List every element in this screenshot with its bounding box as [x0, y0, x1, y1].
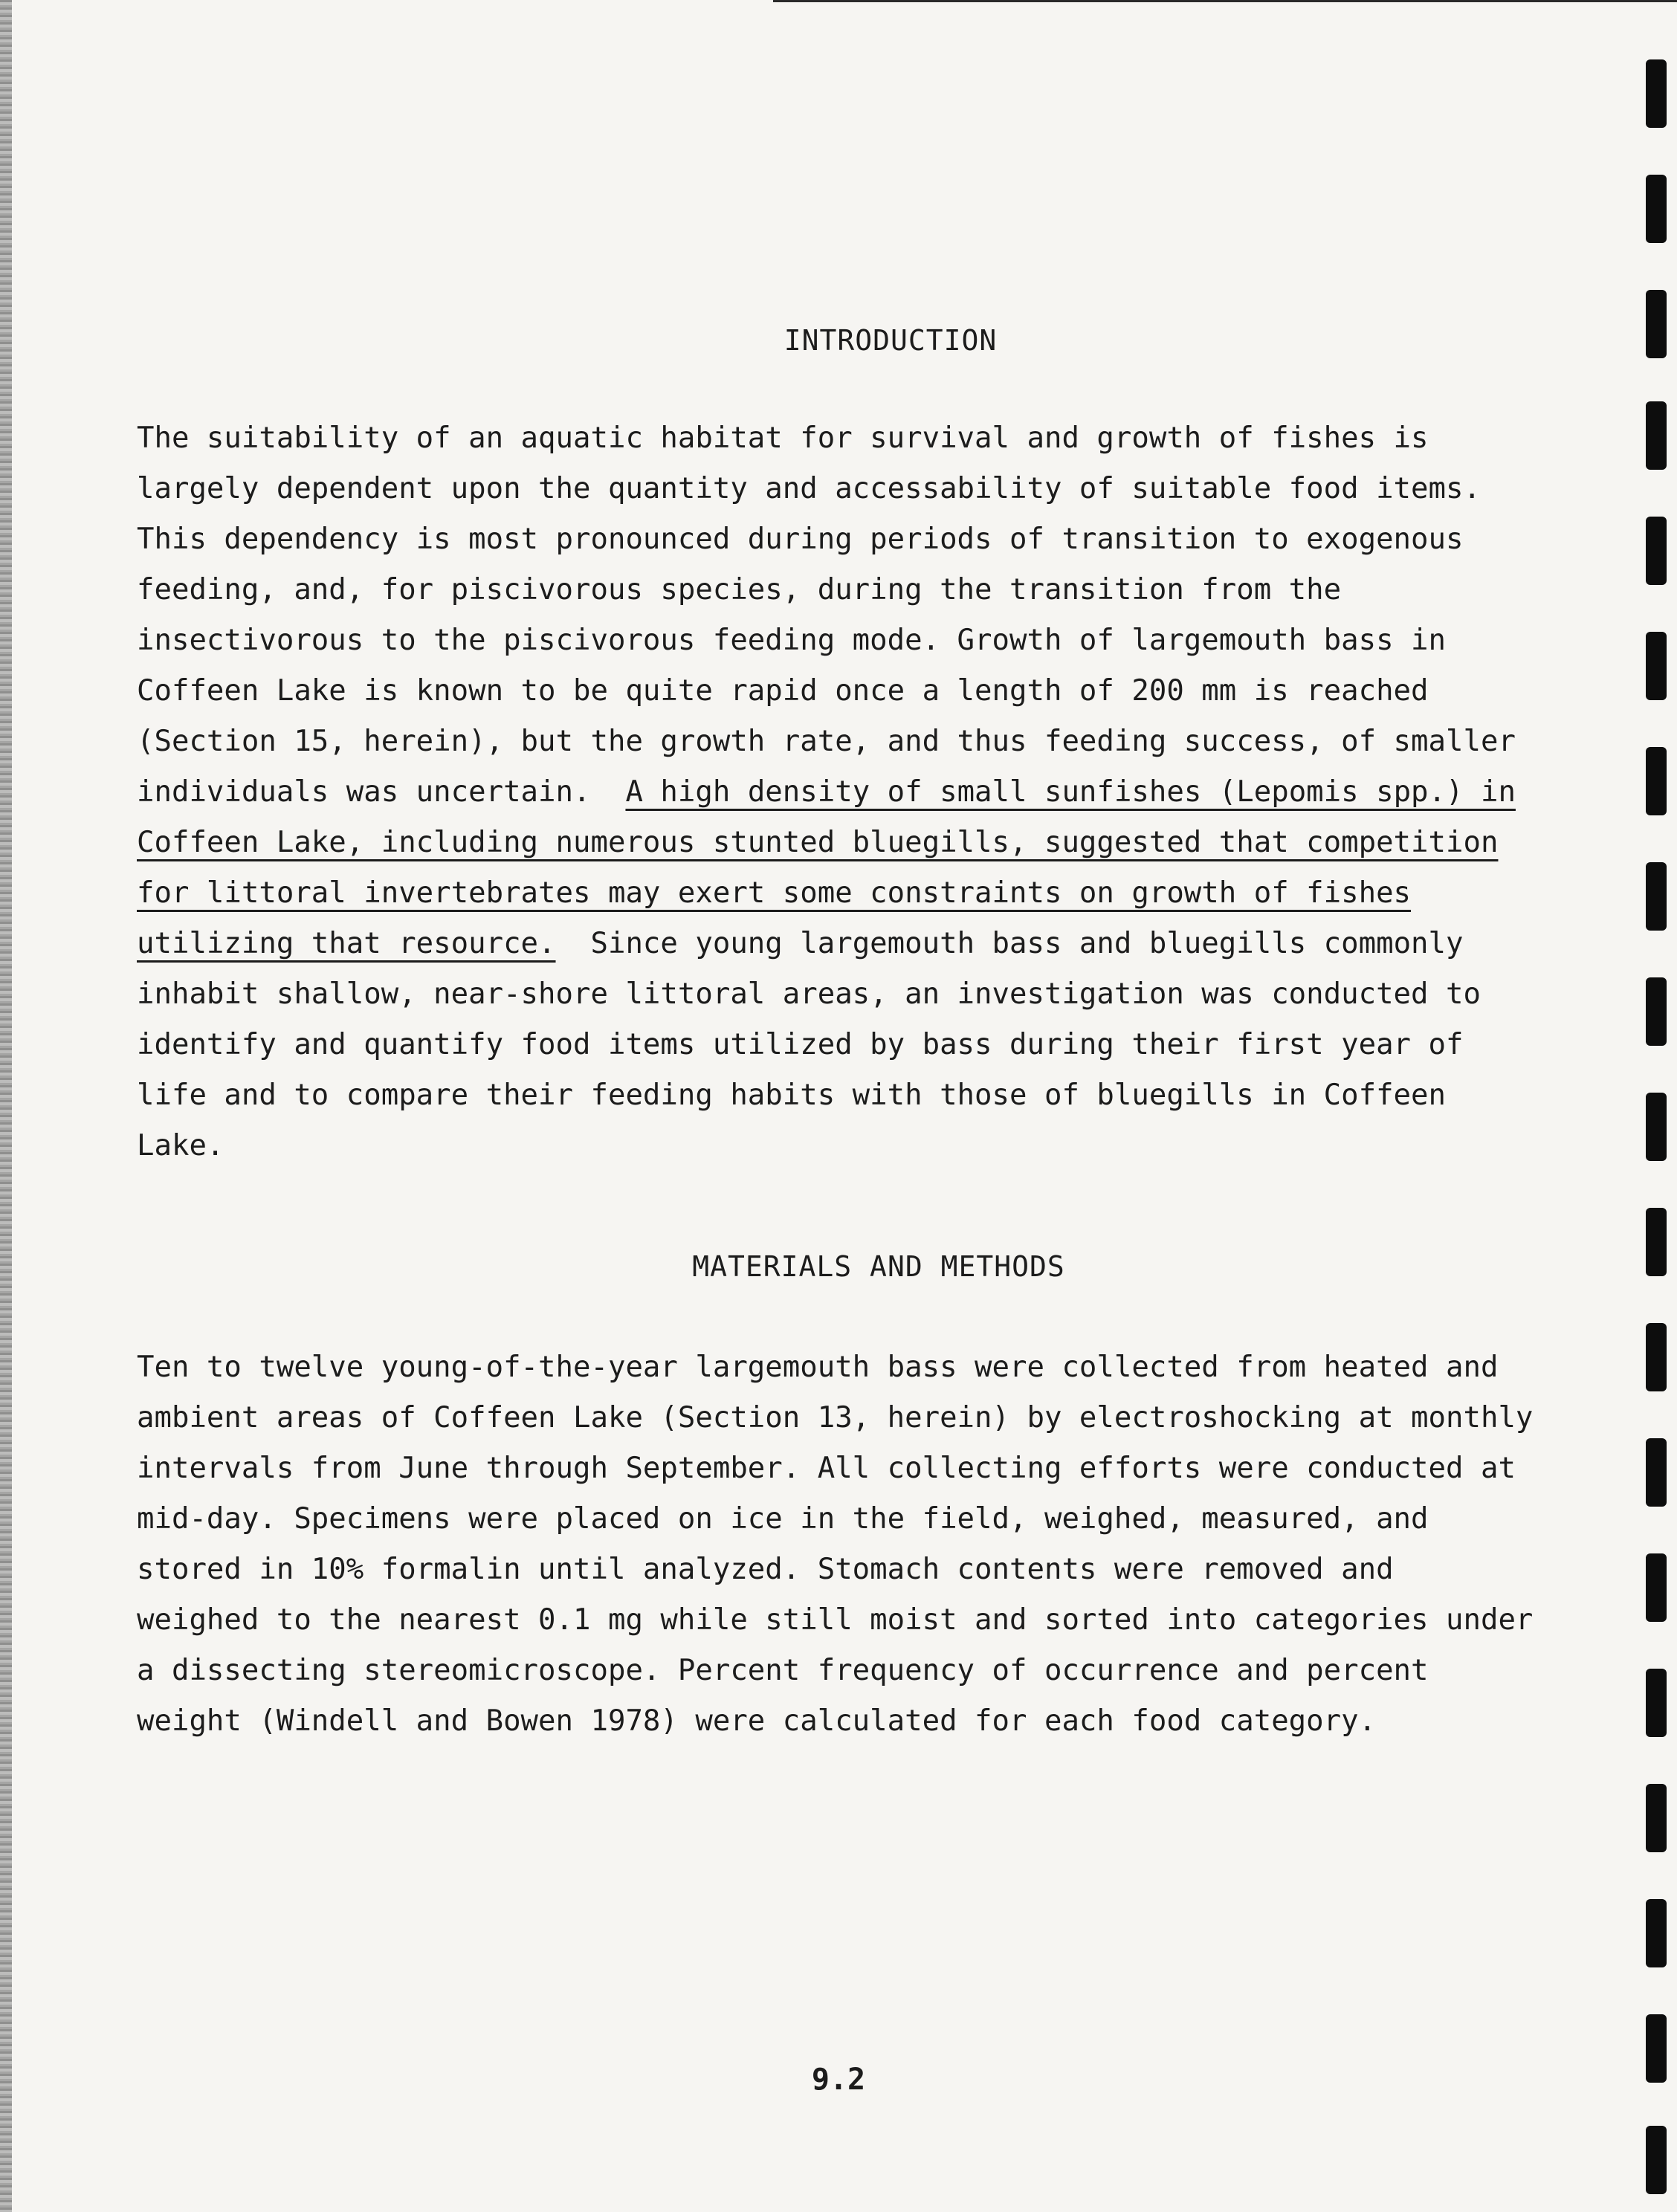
- punch-mark: [1646, 401, 1667, 470]
- text-line: [137, 767, 1534, 818]
- text-line: largely dependent upon the quantity and accessability of suitable food items.: [137, 472, 1481, 505]
- punch-mark: [1646, 977, 1667, 1046]
- text-line: weight (Windell and Bowen 1978) were calculated for each food category.: [137, 1704, 1377, 1738]
- text-line: intervals from June through September. All collecting efforts were conducted at: [137, 1452, 1516, 1485]
- text-line: This dependency is most pronounced during periods of transition to exogenous: [137, 523, 1464, 556]
- text-line: [137, 919, 1534, 969]
- punch-mark: [1646, 517, 1667, 585]
- underlined-text: A high density of small sunfishes (Lepomis spp.) in: [625, 775, 1516, 809]
- text-segment: Since young largemouth bass and bluegills commonly: [555, 927, 1464, 960]
- scan-edge-left: [0, 0, 12, 2212]
- page-number: 9.2: [811, 2063, 866, 2097]
- punch-mark: [1646, 747, 1667, 815]
- text-line: feeding, and, for piscivorous species, during the transition from the: [137, 573, 1342, 607]
- punch-mark: [1646, 1669, 1667, 1737]
- punch-mark: [1646, 2126, 1667, 2194]
- introduction-heading: INTRODUCTION: [783, 324, 998, 357]
- text-line: ambient areas of Coffeen Lake (Section 13, herein) by electroshocking at monthly: [137, 1401, 1534, 1435]
- methods-heading: MATERIALS AND METHODS: [692, 1250, 1065, 1283]
- introduction-paragraph: [137, 413, 1534, 1171]
- text-line: weighed to the nearest 0.1 mg while still moist and sorted into categories under: [137, 1603, 1534, 1637]
- underlined-text-line: for littoral invertebrates may exert some constraints on growth of fishes: [137, 876, 1412, 910]
- text-line: The suitability of an aquatic habitat for survival and growth of fishes is: [137, 421, 1429, 455]
- punch-mark: [1646, 1323, 1667, 1391]
- punch-mark: [1646, 175, 1667, 243]
- text-line: Lake.: [137, 1129, 224, 1162]
- punch-mark: [1646, 632, 1667, 700]
- binder-punch-marks: [1646, 59, 1667, 2200]
- punch-mark: [1646, 1899, 1667, 1967]
- punch-mark: [1646, 862, 1667, 931]
- text-line: identify and quantify food items utilized by bass during their first year of: [137, 1028, 1464, 1061]
- text-line: stored in 10% formalin until analyzed. Stomach contents were removed and: [137, 1553, 1394, 1586]
- text-line: life and to compare their feeding habits with those of bluegills in Coffeen: [137, 1078, 1446, 1112]
- text-line: mid-day. Specimens were placed on ice in the field, weighed, measured, and: [137, 1502, 1429, 1536]
- underlined-text: utilizing that resource.: [137, 927, 556, 960]
- punch-mark: [1646, 1093, 1667, 1161]
- text-line: Ten to twelve young-of-the-year largemouth bass were collected from heated and: [137, 1351, 1499, 1384]
- punch-mark: [1646, 1784, 1667, 1852]
- punch-mark: [1646, 1553, 1667, 1622]
- text-line: insectivorous to the piscivorous feeding mode. Growth of largemouth bass in: [137, 624, 1446, 657]
- punch-mark: [1646, 1438, 1667, 1507]
- text-line: (Section 15, herein), but the growth rate, and thus feeding success, of smaller: [137, 725, 1516, 758]
- text-segment: individuals was uncertain.: [137, 775, 626, 809]
- text-line: inhabit shallow, near-shore littoral areas, an investigation was conducted to: [137, 977, 1481, 1011]
- punch-mark: [1646, 59, 1667, 128]
- methods-paragraph: [137, 1342, 1534, 1747]
- underlined-text-line: Coffeen Lake, including numerous stunted bluegills, suggested that competition: [137, 826, 1499, 859]
- text-line: Coffeen Lake is known to be quite rapid once a length of 200 mm is reached: [137, 674, 1429, 708]
- text-line: a dissecting stereomicroscope. Percent frequency of occurrence and percent: [137, 1654, 1429, 1687]
- scan-edge-top: [773, 0, 1677, 2]
